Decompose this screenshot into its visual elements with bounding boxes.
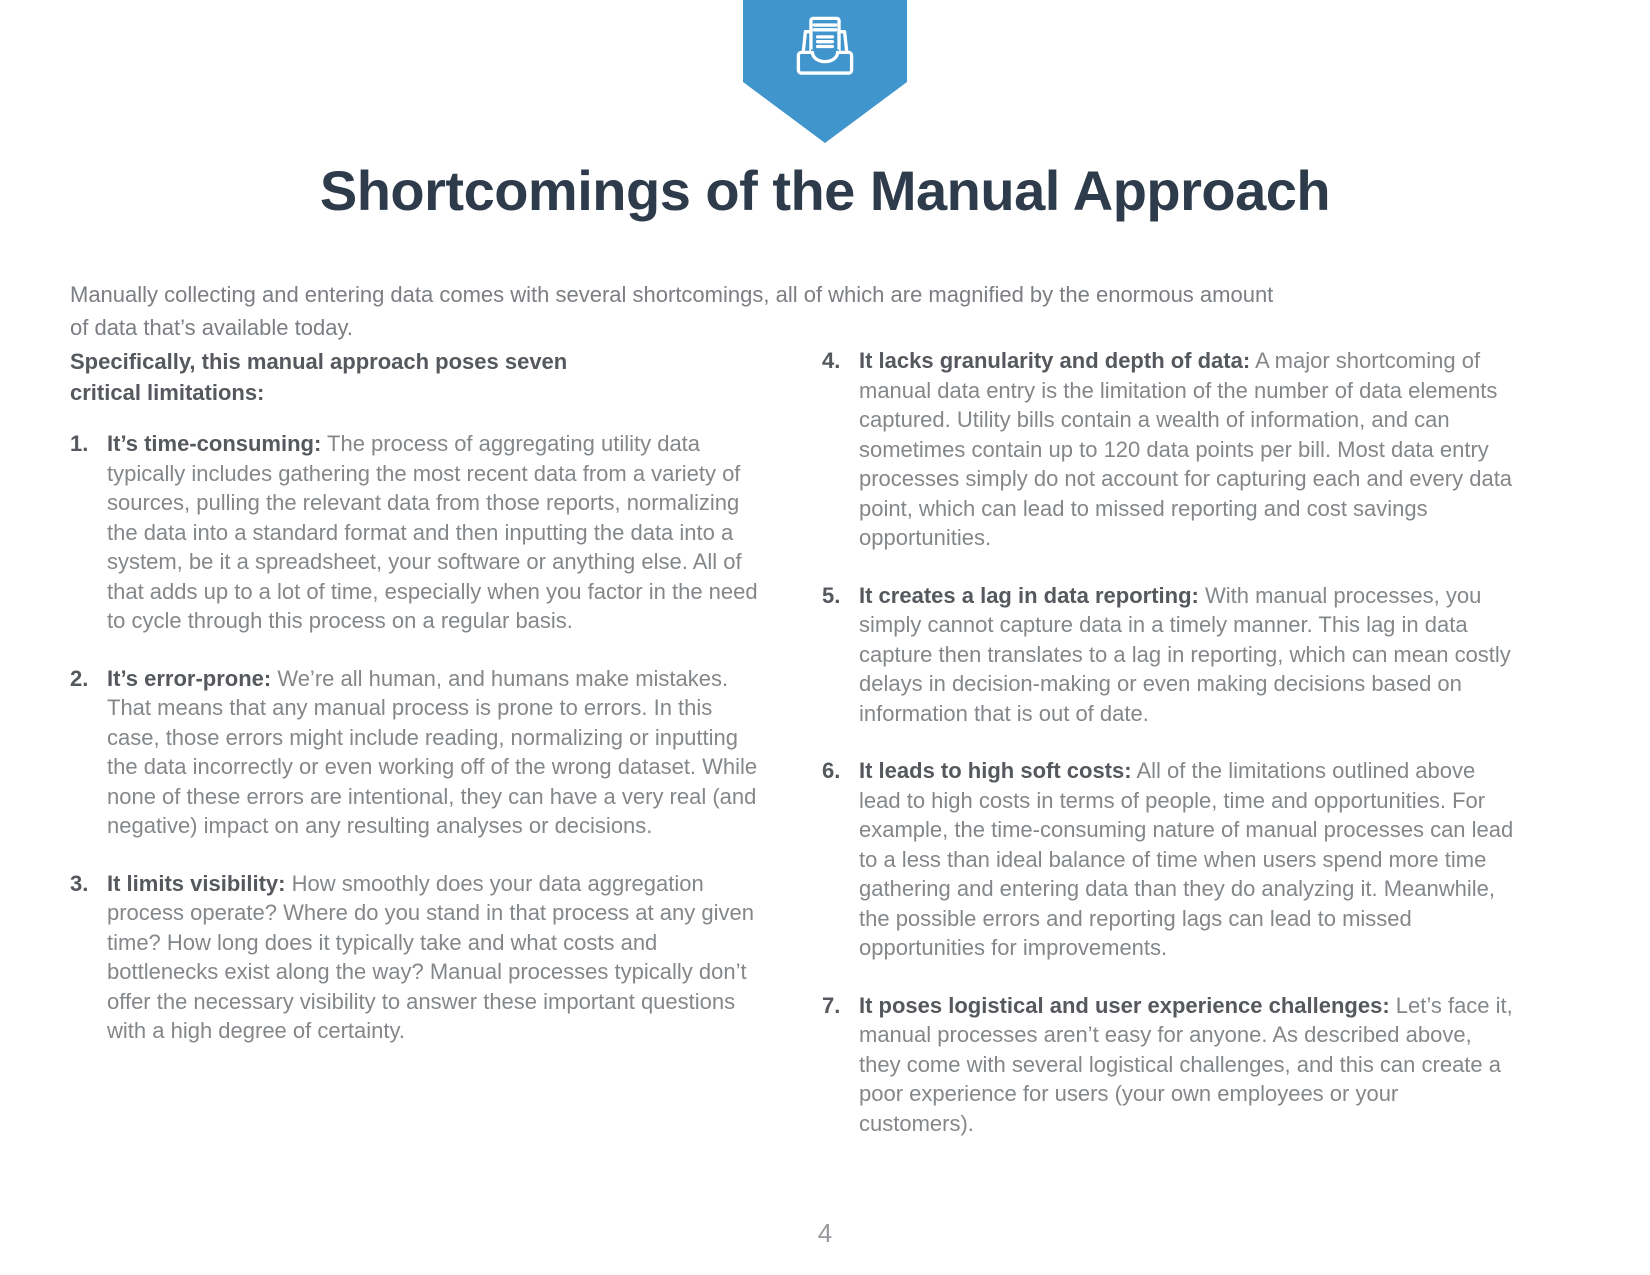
- item-text: How smoothly does your data aggregation process operate? Where do you stand in that process at any given time? How long does it typically take and what costs and bottlenecks exist along the way? Manual processes typically don’t offer the necessary visibility to answer these important questions with a high degree of certainty.: [107, 870, 754, 1043]
- item-text: A major shortcoming of manual data entry is the limitation of the number of data elements captured. Utility bills contain a wealth of information, and can sometimes contain up to 120 data points per bill. Most data entry processes simply do not account for capturing each and every data point, which can lead to missed reporting and cost savings opportunities.: [859, 348, 1513, 550]
- item-text: All of the limitations outlined above lead to high costs in terms of people, time and opportunities. For example, the time-consuming nature of manual processes can lead to a less than ideal balance of time when users spend more time gathering and entering data than they do analyzing it. Meanwhile, the possible errors and reporting lags can lead to missed opportunities for improvements.: [859, 758, 1514, 960]
- item-lead: It’s error-prone:: [107, 665, 272, 691]
- list-item: [70, 664, 765, 841]
- list-item: [822, 581, 1517, 729]
- ribbon-pennant: [743, 0, 907, 143]
- item-lead: It lacks granularity and depth of data:: [859, 348, 1251, 373]
- item-text: Let’s face it, manual processes aren’t easy for anyone. As described above, they come with several logistical challenges, and this can create a poor experience for users (your own employees or your customers).: [859, 992, 1513, 1136]
- item-body: [859, 346, 1517, 553]
- limitations-heading: Specifically, this manual approach poses seven critical limitations:: [70, 349, 568, 405]
- item-text: The process of aggregating utility data typically includes gathering the most recent data from a variety of sources, pulling the relevant data from those reports, normalizing the data into a standard format and then inputting the data into a system, be it a spreadsheet, your software or anything else. All of that adds up to a lot of time, especially when you factor in the need to cycle through this process on a regular basis.: [107, 431, 758, 633]
- item-lead: It limits visibility:: [107, 870, 286, 896]
- item-number: 5.: [822, 582, 841, 608]
- left-column: [70, 346, 765, 1166]
- limitations-columns: [70, 346, 1517, 1166]
- right-column: [822, 346, 1517, 1166]
- page-title: Shortcomings of the Manual Approach: [319, 159, 1331, 222]
- limitations-list-right: [822, 346, 1517, 1138]
- inbox-document-icon: [788, 0, 862, 84]
- item-number: 4.: [822, 348, 841, 373]
- item-text: We’re all human, and humans make mistakes. That means that any manual process is prone to errors. In this case, those errors might include reading, normalizing or inputting the data incorrectly or even working off of the wrong dataset. While none of these errors are intentional, they can have a very real (and negative) impact on any resulting analyses or decisions.: [107, 665, 758, 838]
- item-body: [107, 429, 765, 636]
- item-body: [859, 581, 1517, 729]
- list-item: [70, 429, 765, 636]
- item-number: 2.: [70, 665, 89, 691]
- page-number: 4: [817, 1218, 833, 1248]
- item-text: With manual processes, you simply cannot capture data in a timely manner. This lag in data capture then translates to a lag in reporting, which can mean costly delays in decision-making or even making decisions based on information that is out of date.: [859, 582, 1511, 726]
- item-body: [107, 869, 765, 1046]
- item-body: [859, 991, 1517, 1139]
- limitations-list-left: [70, 429, 765, 1046]
- item-body: [859, 756, 1517, 963]
- list-item: [822, 346, 1517, 553]
- intro-paragraph: Manually collecting and entering data comes with several shortcomings, all of which are magnified by the enormous amount of data that’s available today.: [70, 282, 1274, 340]
- list-item: [822, 756, 1517, 963]
- list-item: [822, 991, 1517, 1139]
- item-number: 3.: [70, 870, 89, 896]
- item-lead: It leads to high soft costs:: [859, 758, 1132, 783]
- item-lead: It creates a lag in data reporting:: [859, 582, 1199, 608]
- item-number: 1.: [70, 431, 89, 456]
- item-body: [107, 664, 765, 841]
- list-item: [70, 869, 765, 1046]
- item-number: 7.: [822, 992, 841, 1018]
- item-number: 6.: [822, 758, 841, 783]
- item-lead: It poses logistical and user experience challenges:: [859, 992, 1390, 1018]
- item-lead: It’s time-consuming:: [107, 431, 322, 456]
